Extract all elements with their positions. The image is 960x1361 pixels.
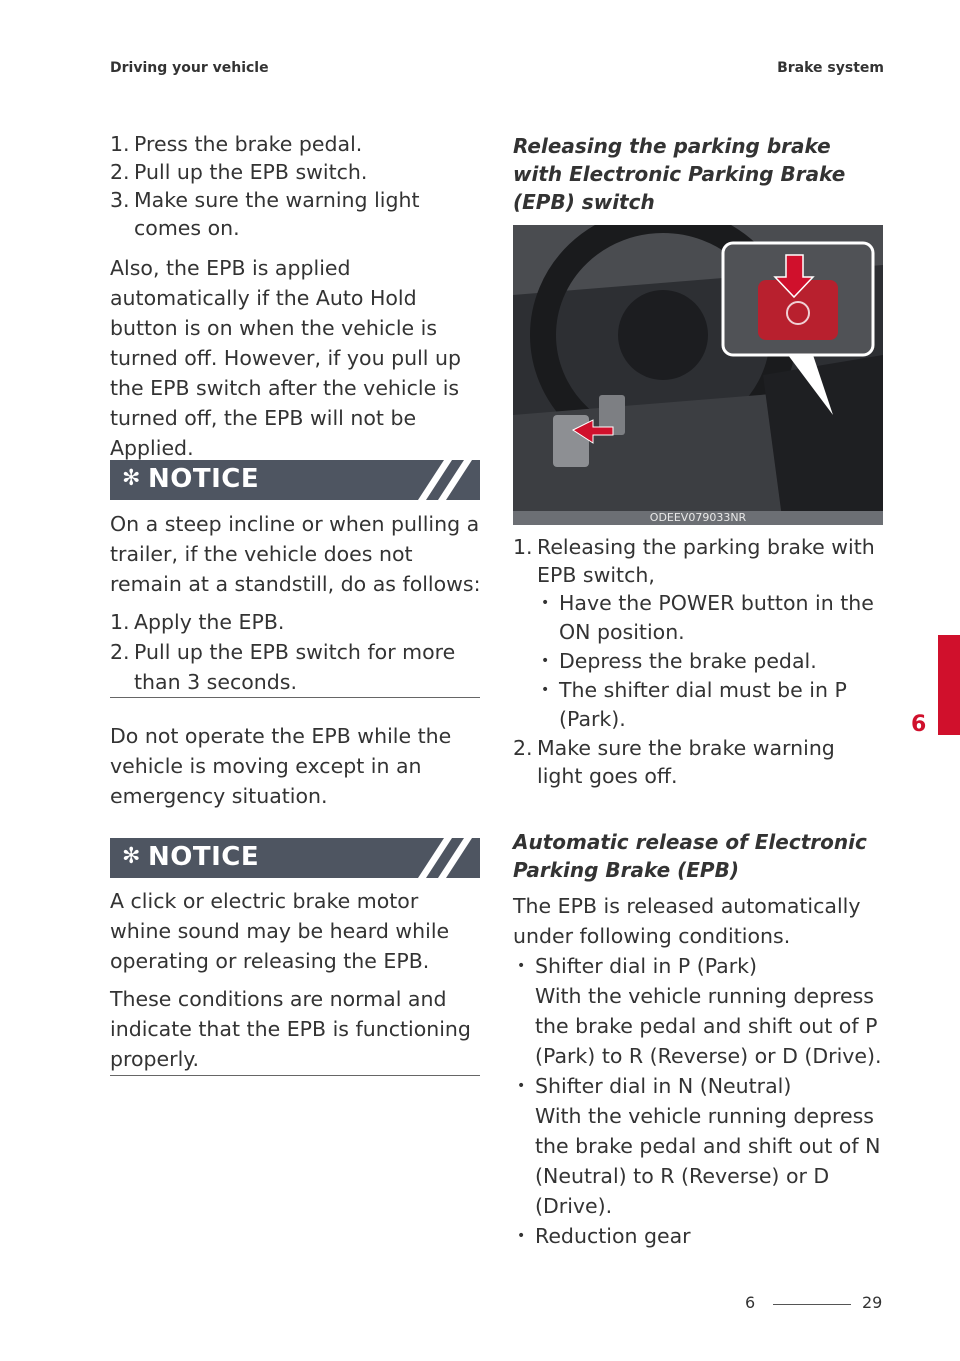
list-item: 2. Pull up the EPB switch for more than 3 seconds. xyxy=(110,640,456,694)
list-item: • Reduction gear xyxy=(513,1221,883,1251)
epb-switch-photo xyxy=(513,225,883,525)
footer-chapter: 6 xyxy=(745,1293,756,1312)
auto-release-body: The EPB is released automatically under following conditions. • Shifter dial in P (Park) With the vehicle running depress the brake pedal and shift out of P (Park) to R (Reverse) or D (Drive). • Shifter dial in N (Neutral) With the vehicle running depress the brake pedal and shift out of N (Neutral) to R (Reverse) or D (Drive). • Reduction gear xyxy=(513,891,883,1251)
auto-apply-paragraph: Also, the EPB is applied automatically if the Auto Hold button is on when the vehicle is turned off. However, if you pull up the EPB switch after the vehicle is turned off, the EPB will not be Applied. xyxy=(110,256,462,460)
divider xyxy=(110,697,480,698)
notice-label: NOTICE xyxy=(148,842,260,872)
section-heading: Releasing the parking brake with Electronic Parking Brake (EPB) switch xyxy=(513,134,846,214)
list-item: 3. Make sure the warning light comes on. xyxy=(110,188,420,240)
list-item: 1. Press the brake pedal. xyxy=(110,132,363,156)
list-item: 1. Releasing the parking brake with EPB switch, xyxy=(513,535,875,587)
list-item: • Depress the brake pedal. xyxy=(537,647,883,676)
list-item: • The shifter dial must be in P (Park). xyxy=(537,676,883,734)
stripes-icon xyxy=(410,838,480,878)
notice-banner xyxy=(110,460,480,500)
list-item: • Shifter dial in N (Neutral) With the vehicle running depress the brake pedal and shift out of N (Neutral) to R (Reverse) or D (Drive). xyxy=(513,1071,883,1221)
apply-steps xyxy=(110,130,482,242)
list-item: 2. Make sure the brake warning light goes off. xyxy=(513,736,835,788)
chapter-tab-number: 6 xyxy=(911,712,927,737)
list-item: 1. Apply the EPB. xyxy=(110,610,285,634)
header-section-title: Brake system xyxy=(777,60,884,76)
list-item: • Shifter dial in P (Park) With the vehicle running depress the brake pedal and shift out of P (Park) to R (Reverse) or D (Drive). xyxy=(513,951,883,1071)
section-heading: Automatic release of Electronic Parking Brake (EPB) xyxy=(513,830,867,882)
asterisk-icon: ✻ xyxy=(122,844,141,869)
notice-body: A click or electric brake motor whine sound may be heard while operating or releasing the EPB. These conditions are normal and indicate that the EPB is functioning properly. xyxy=(110,889,471,1071)
footer-page-number: 29 xyxy=(862,1293,883,1312)
photo-caption: ODEEV079033NR xyxy=(513,511,883,525)
list-item: 2. Pull up the EPB switch. xyxy=(110,160,368,184)
notice-body: On a steep incline or when pulling a trailer, if the vehicle does not remain at a standstill, do as follows: 1. Apply the EPB. 2. Pull up the EPB switch for more than 3 seconds. xyxy=(110,509,482,697)
chapter-tab xyxy=(938,635,960,735)
release-steps xyxy=(513,533,883,790)
divider xyxy=(110,1075,480,1076)
footer-divider xyxy=(773,1304,851,1305)
warning-paragraph: Do not operate the EPB while the vehicle is moving except in an emergency situation. xyxy=(110,724,452,808)
notice-label: NOTICE xyxy=(148,464,260,494)
stripes-icon xyxy=(410,460,480,500)
header-chapter-title: Driving your vehicle xyxy=(110,60,269,76)
list-item: • Have the POWER button in the ON position. xyxy=(537,589,883,647)
notice-banner xyxy=(110,838,480,878)
asterisk-icon: ✻ xyxy=(122,466,141,491)
